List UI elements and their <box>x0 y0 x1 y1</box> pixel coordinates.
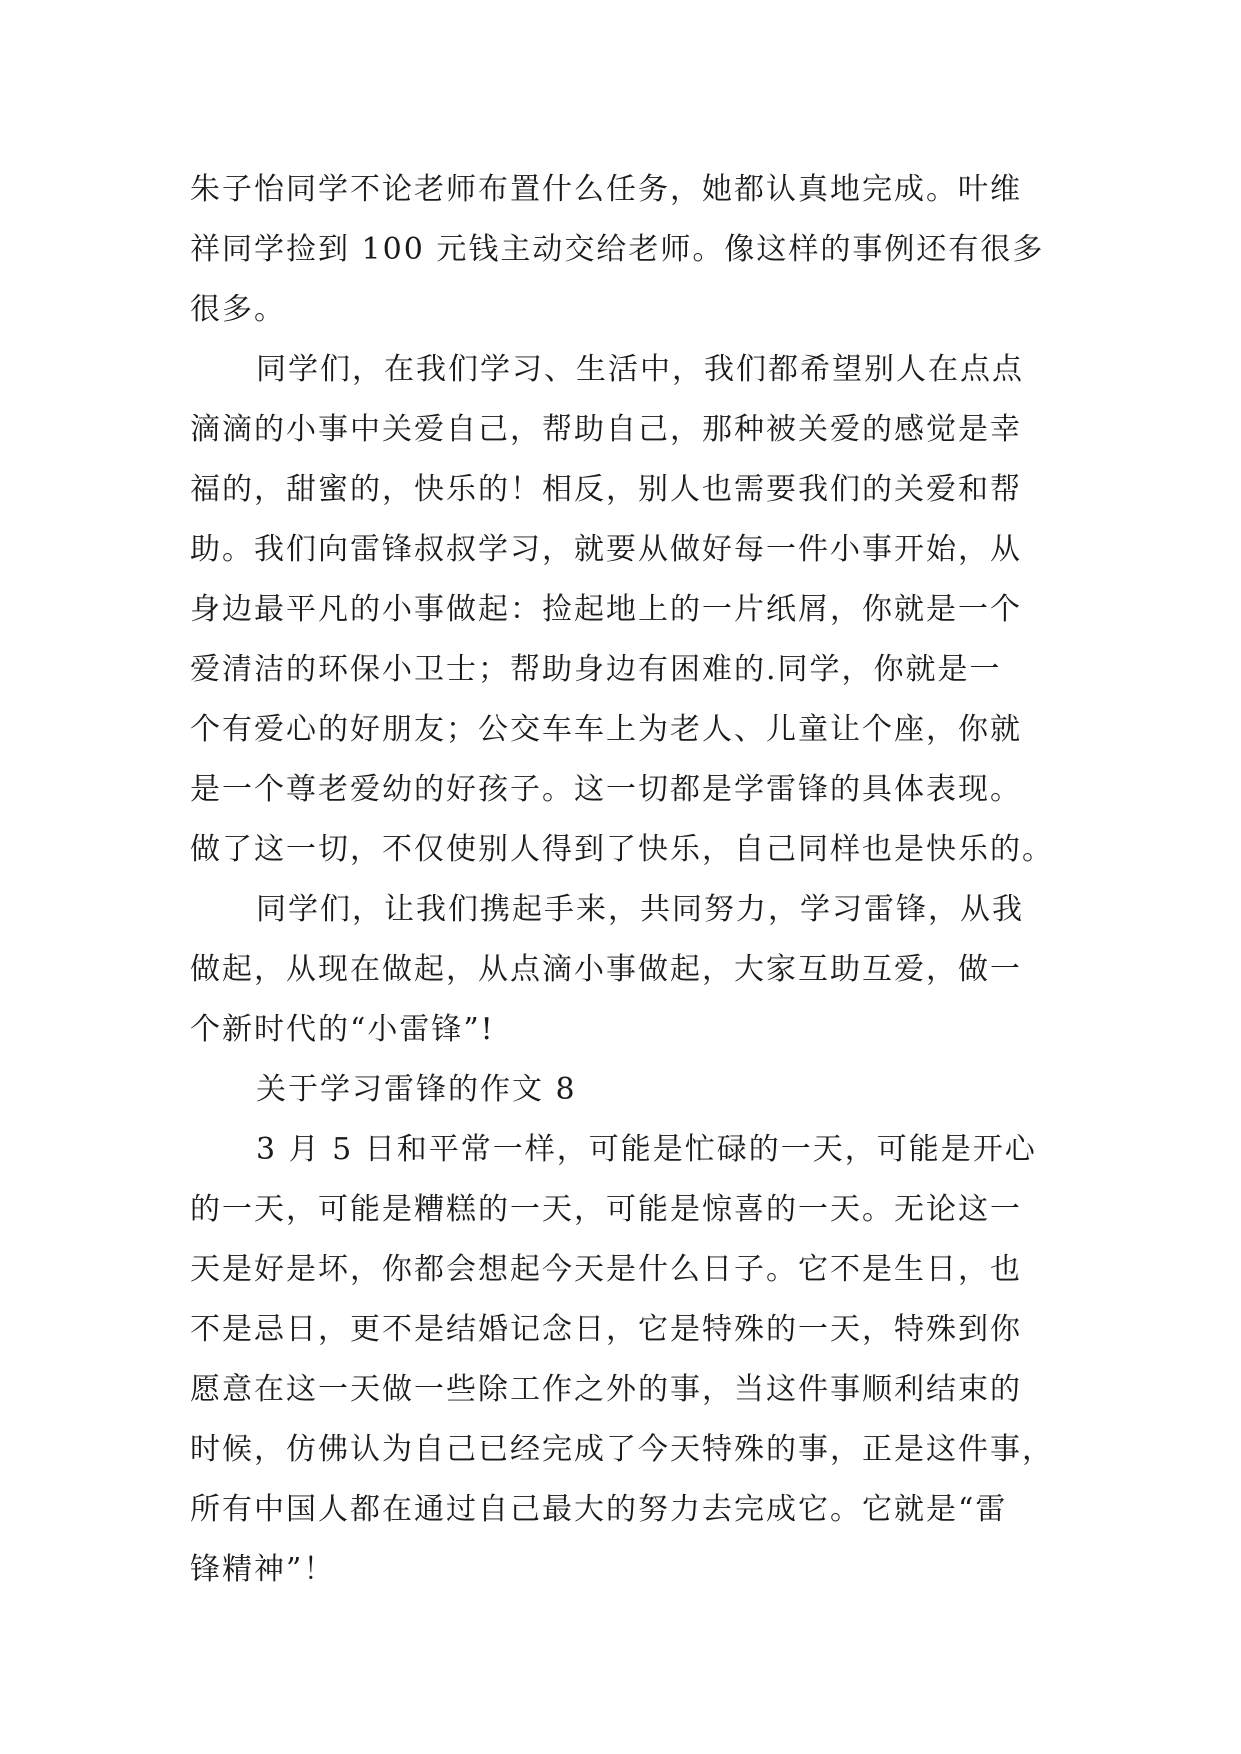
text-line: 祥同学捡到 100 元钱主动交给老师。像这样的事例还有很多 <box>190 232 1045 267</box>
text-line: 滴滴的小事中关爱自己，帮助自己，那种被关爱的感觉是幸 <box>190 412 1022 447</box>
text-line: 身边最平凡的小事做起：捡起地上的一片纸屑，你就是一个 <box>190 592 1022 627</box>
text-line: 时候，仿佛认为自己已经完成了今天特殊的事，正是这件事， <box>190 1432 1054 1467</box>
text-line: 锋精神”！ <box>190 1552 336 1587</box>
text-line: 的一天，可能是糟糕的一天，可能是惊喜的一天。无论这一 <box>190 1192 1022 1227</box>
text-line: 不是忌日，更不是结婚记念日，它是特殊的一天，特殊到你 <box>190 1312 1022 1347</box>
text-line: 做起，从现在做起，从点滴小事做起，大家互助互爱，做一 <box>190 952 1022 987</box>
text-line: 助。我们向雷锋叔叔学习，就要从做好每一件小事开始，从 <box>190 532 1022 567</box>
paragraph-start-line: 同学们，在我们学习、生活中，我们都希望别人在点点 <box>256 352 1024 387</box>
text-line: 所有中国人都在通过自己最大的努力去完成它。它就是“雷 <box>190 1492 1008 1527</box>
text-line: 天是好是坏，你都会想起今天是什么日子。它不是生日，也 <box>190 1252 1022 1287</box>
section-heading: 关于学习雷锋的作文 8 <box>256 1072 577 1107</box>
paragraph-start-line: 3 月 5 日和平常一样，可能是忙碌的一天，可能是开心 <box>256 1132 1037 1167</box>
text-line: 个新时代的“小雷锋”! <box>190 1012 495 1047</box>
text-line: 爱清洁的环保小卫士；帮助身边有困难的.同学，你就是一 <box>190 652 1002 687</box>
body-text <box>190 160 1070 1600</box>
paragraph-start-line: 同学们，让我们携起手来，共同努力，学习雷锋，从我 <box>256 892 1024 927</box>
text-line: 福的，甜蜜的，快乐的！相反，别人也需要我们的关爱和帮 <box>190 472 1022 507</box>
text-line: 很多。 <box>190 292 286 327</box>
text-line: 朱子怡同学不论老师布置什么任务，她都认真地完成。叶维 <box>190 172 1022 207</box>
text-line: 做了这一切，不仅使别人得到了快乐，自己同样也是快乐的。 <box>190 832 1054 867</box>
text-line: 愿意在这一天做一些除工作之外的事，当这件事顺利结束的 <box>190 1372 1022 1407</box>
text-line: 是一个尊老爱幼的好孩子。这一切都是学雷锋的具体表现。 <box>190 772 1022 807</box>
text-line: 个有爱心的好朋友；公交车车上为老人、儿童让个座，你就 <box>190 712 1022 747</box>
